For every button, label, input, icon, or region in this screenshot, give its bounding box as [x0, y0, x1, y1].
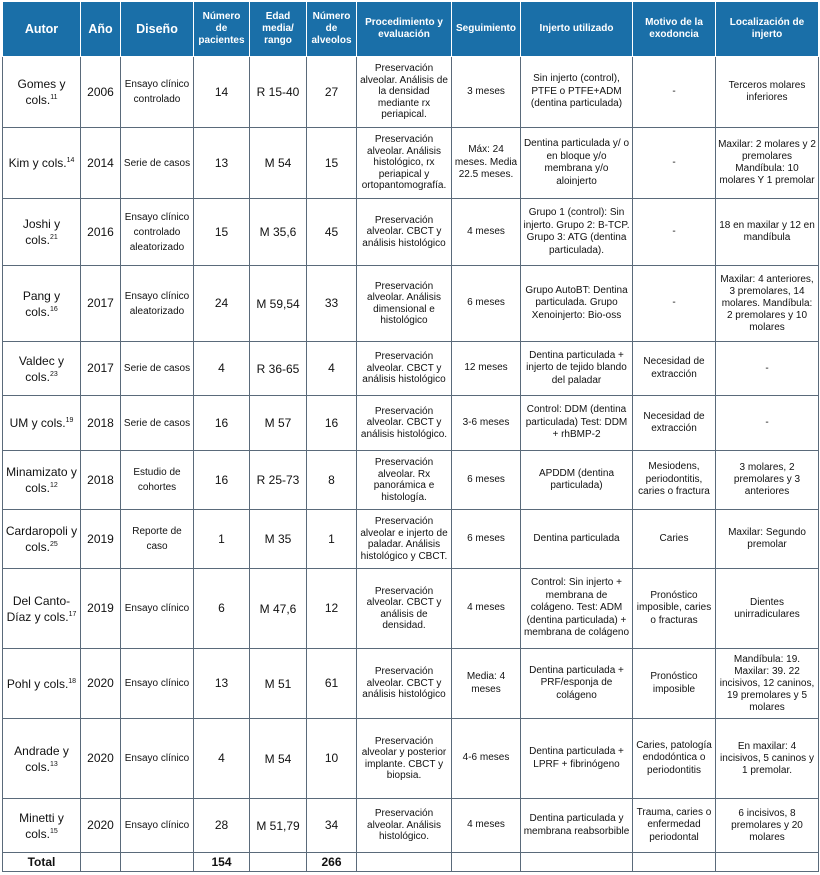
table-row [3, 266, 819, 342]
table-header [3, 2, 819, 57]
cell-localizacion: Dientes unirradiculares [716, 569, 819, 649]
cell-pacientes: 1 [194, 510, 250, 569]
cell-motivo: Caries, patología endodóntica o periodontitis [633, 719, 716, 799]
cell-motivo: Trauma, caries o enfermedad periodontal [633, 799, 716, 853]
cell-injerto: Dentina particulada + PRF/esponja de colágeno [521, 649, 633, 719]
cell-motivo: Pronóstico imposible [633, 649, 716, 719]
cell-alveolos: 4 [307, 342, 357, 396]
cell-injerto: Dentina particulada + injerto de tejido blando del paladar [521, 342, 633, 396]
cell-localizacion: 6 incisivos, 8 premolares y 20 molares [716, 799, 819, 853]
cell-motivo: - [633, 266, 716, 342]
cell-localizacion: Mandíbula: 19. Maxilar: 39. 22 incisivos, 12 caninos, 19 premolares y 5 molares [716, 649, 819, 719]
cell-seguimiento: 3-6 meses [452, 396, 521, 451]
cell-procedimiento: Preservación alveolar. Análisis histológico. [357, 799, 452, 853]
table-row [3, 649, 819, 719]
cell-seguimiento: 6 meses [452, 266, 521, 342]
cell-injerto: Dentina particulada + LPRF + fibrinógeno [521, 719, 633, 799]
cell-diseno: Serie de casos [121, 128, 194, 199]
cell-procedimiento: Preservación alveolar. CBCT y análisis histológico [357, 199, 452, 266]
cell-alveolos: 10 [307, 719, 357, 799]
cell-motivo: Necesidad de extracción [633, 342, 716, 396]
total-label: Total [3, 853, 81, 872]
cell-localizacion: Maxilar: 2 molares y 2 premolares Mandíbula: 10 molares Y 1 premolar [716, 128, 819, 199]
cell-diseno: Reporte de caso [121, 510, 194, 569]
total-empty [121, 853, 194, 872]
cell-pacientes: 4 [194, 342, 250, 396]
cell-edad: M 57 [250, 396, 307, 451]
cell-localizacion: 18 en maxilar y 12 en mandíbula [716, 199, 819, 266]
cell-seguimiento: 6 meses [452, 451, 521, 510]
header-diseno: Diseño [121, 2, 194, 57]
cell-diseno: Ensayo clínico [121, 649, 194, 719]
cell-alveolos: 61 [307, 649, 357, 719]
cell-autor: Pang y cols.$^{16}$ [3, 266, 81, 342]
cell-injerto: Control: Sin injerto + membrana de colágeno. Test: ADM (dentina particulada) + membrana de colágeno [521, 569, 633, 649]
cell-procedimiento: Preservación alveolar. CBCT y análisis histológico. [357, 396, 452, 451]
cell-localizacion: Terceros molares inferiores [716, 57, 819, 128]
cell-anio: 2020 [81, 649, 121, 719]
header-motivo: Motivo de la exodoncia [633, 2, 716, 57]
cell-pacientes: 24 [194, 266, 250, 342]
header-pacientes: Número de pacientes [194, 2, 250, 57]
cell-autor: Joshi y cols.$^{21}$ [3, 199, 81, 266]
cell-procedimiento: Preservación alveolar. Análisis histológico, rx periapical y ortopantomografía. [357, 128, 452, 199]
cell-seguimiento: 12 meses [452, 342, 521, 396]
cell-localizacion: - [716, 396, 819, 451]
cell-anio: 2017 [81, 342, 121, 396]
cell-anio: 2020 [81, 799, 121, 853]
cell-alveolos: 33 [307, 266, 357, 342]
cell-anio: 2016 [81, 199, 121, 266]
cell-anio: 2019 [81, 569, 121, 649]
cell-localizacion: Maxilar: 4 anteriores, 3 premolares, 14 molares. Mandíbula: 2 premolares y 10 molares [716, 266, 819, 342]
cell-injerto: Grupo 1 (control): Sin injerto. Grupo 2: B-TCP. Grupo 3: ATG (dentina particulada). [521, 199, 633, 266]
cell-procedimiento: Preservación alveolar. Rx panorámica e histología. [357, 451, 452, 510]
header-anio: Año [81, 2, 121, 57]
cell-procedimiento: Preservación alveolar. CBCT y análisis histológico [357, 342, 452, 396]
table-row [3, 342, 819, 396]
cell-seguimiento: 4 meses [452, 569, 521, 649]
cell-autor: UM y cols.$^{19}$ [3, 396, 81, 451]
cell-anio: 2018 [81, 396, 121, 451]
table-footer [3, 853, 819, 872]
cell-diseno: Ensayo clínico controlado aleatorizado [121, 199, 194, 266]
total-row [3, 853, 819, 872]
cell-diseno: Estudio de cohortes [121, 451, 194, 510]
cell-anio: 2020 [81, 719, 121, 799]
total-empty [81, 853, 121, 872]
table-row [3, 128, 819, 199]
cell-motivo: - [633, 199, 716, 266]
cell-seguimiento: 6 meses [452, 510, 521, 569]
cell-procedimiento: Preservación alveolar e injerto de paladar. Análisis histológico y CBCT. [357, 510, 452, 569]
cell-injerto: APDDM (dentina particulada) [521, 451, 633, 510]
cell-edad: M 51,79 [250, 799, 307, 853]
cell-alveolos: 27 [307, 57, 357, 128]
cell-alveolos: 1 [307, 510, 357, 569]
cell-autor: Minetti y cols.$^{15}$ [3, 799, 81, 853]
cell-alveolos: 8 [307, 451, 357, 510]
total-empty [357, 853, 452, 872]
cell-pacientes: 13 [194, 649, 250, 719]
cell-seguimiento: 4 meses [452, 199, 521, 266]
cell-autor: Cardaropoli y cols.$^{25}$ [3, 510, 81, 569]
cell-edad: R 25-73 [250, 451, 307, 510]
cell-procedimiento: Preservación alveolar. Análisis de la densidad mediante rx periapical. [357, 57, 452, 128]
cell-injerto: Dentina particulada [521, 510, 633, 569]
header-procedimiento: Procedimiento y evaluación [357, 2, 452, 57]
cell-procedimiento: Preservación alveolar y posterior implante. CBCT y biopsia. [357, 719, 452, 799]
cell-pacientes: 16 [194, 451, 250, 510]
cell-diseno: Ensayo clínico aleatorizado [121, 266, 194, 342]
cell-localizacion: Maxilar: Segundo premolar [716, 510, 819, 569]
cell-edad: M 47,6 [250, 569, 307, 649]
table-row [3, 719, 819, 799]
cell-injerto: Dentina particulada y membrana reabsorbible [521, 799, 633, 853]
cell-autor: Kim y cols.$^{14}$ [3, 128, 81, 199]
cell-localizacion: - [716, 342, 819, 396]
cell-motivo: - [633, 57, 716, 128]
cell-localizacion: En maxilar: 4 incisivos, 5 caninos y 1 premolar. [716, 719, 819, 799]
cell-anio: 2006 [81, 57, 121, 128]
cell-seguimiento: Media: 4 meses [452, 649, 521, 719]
table-row [3, 451, 819, 510]
cell-injerto: Control: DDM (dentina particulada) Test: DDM + rhBMP-2 [521, 396, 633, 451]
cell-seguimiento: 4-6 meses [452, 719, 521, 799]
cell-alveolos: 12 [307, 569, 357, 649]
cell-motivo: Mesiodens, periodontitis, caries o fractura [633, 451, 716, 510]
cell-autor: Andrade y cols.$^{13}$ [3, 719, 81, 799]
cell-procedimiento: Preservación alveolar. Análisis dimensional e histológico [357, 266, 452, 342]
cell-edad: M 54 [250, 128, 307, 199]
cell-autor: Minamizato y cols.$^{12}$ [3, 451, 81, 510]
cell-diseno: Ensayo clínico [121, 569, 194, 649]
cell-anio: 2019 [81, 510, 121, 569]
cell-anio: 2014 [81, 128, 121, 199]
cell-diseno: Serie de casos [121, 396, 194, 451]
cell-seguimiento: 4 meses [452, 799, 521, 853]
studies-table [2, 1, 819, 872]
cell-edad: M 59,54 [250, 266, 307, 342]
cell-pacientes: 13 [194, 128, 250, 199]
cell-pacientes: 4 [194, 719, 250, 799]
cell-autor: Gomes y cols.$^{11}$ [3, 57, 81, 128]
cell-autor: Del Canto-Díaz y cols.$^{17}$ [3, 569, 81, 649]
cell-alveolos: 15 [307, 128, 357, 199]
cell-edad: M 35,6 [250, 199, 307, 266]
cell-seguimiento: 3 meses [452, 57, 521, 128]
header-alveolos: Número de alveolos [307, 2, 357, 57]
cell-pacientes: 14 [194, 57, 250, 128]
cell-alveolos: 34 [307, 799, 357, 853]
cell-autor: Pohl y cols.$^{18}$ [3, 649, 81, 719]
cell-alveolos: 16 [307, 396, 357, 451]
cell-diseno: Serie de casos [121, 342, 194, 396]
cell-edad: R 36-65 [250, 342, 307, 396]
header-autor: Autor [3, 2, 81, 57]
cell-motivo: Caries [633, 510, 716, 569]
cell-diseno: Ensayo clínico [121, 799, 194, 853]
cell-pacientes: 6 [194, 569, 250, 649]
cell-anio: 2017 [81, 266, 121, 342]
table-row [3, 199, 819, 266]
header-localizacion: Localización de injerto [716, 2, 819, 57]
header-seguimiento: Seguimiento [452, 2, 521, 57]
cell-autor: Valdec y cols.$^{23}$ [3, 342, 81, 396]
cell-edad: M 35 [250, 510, 307, 569]
table-row [3, 569, 819, 649]
total-empty [452, 853, 521, 872]
cell-edad: M 54 [250, 719, 307, 799]
cell-injerto: Grupo AutoBT: Dentina particulada. Grupo Xenoinjerto: Bio-oss [521, 266, 633, 342]
cell-edad: M 51 [250, 649, 307, 719]
cell-pacientes: 15 [194, 199, 250, 266]
cell-diseno: Ensayo clínico controlado [121, 57, 194, 128]
header-injerto: Injerto utilizado [521, 2, 633, 57]
cell-pacientes: 28 [194, 799, 250, 853]
table-row [3, 510, 819, 569]
table-row [3, 57, 819, 128]
cell-diseno: Ensayo clínico [121, 719, 194, 799]
cell-alveolos: 45 [307, 199, 357, 266]
cell-motivo: Pronóstico imposible, caries o fracturas [633, 569, 716, 649]
total-alveolos: 266 [307, 853, 357, 872]
cell-anio: 2018 [81, 451, 121, 510]
total-empty [716, 853, 819, 872]
cell-pacientes: 16 [194, 396, 250, 451]
header-edad: Edad media/ rango [250, 2, 307, 57]
cell-procedimiento: Preservación alveolar. CBCT y análisis de densidad. [357, 569, 452, 649]
cell-seguimiento: Máx: 24 meses. Media 22.5 meses. [452, 128, 521, 199]
table-row [3, 799, 819, 853]
cell-edad: R 15-40 [250, 57, 307, 128]
cell-motivo: - [633, 128, 716, 199]
cell-localizacion: 3 molares, 2 premolares y 3 anteriores [716, 451, 819, 510]
total-empty [521, 853, 633, 872]
table-row [3, 396, 819, 451]
table-body [3, 57, 819, 853]
cell-motivo: Necesidad de extracción [633, 396, 716, 451]
total-pacientes: 154 [194, 853, 250, 872]
cell-injerto: Sin injerto (control), PTFE o PTFE+ADM (dentina particulada) [521, 57, 633, 128]
cell-injerto: Dentina particulada y/ o en bloque y/o membrana y/o aloinjerto [521, 128, 633, 199]
total-empty [633, 853, 716, 872]
total-empty [250, 853, 307, 872]
cell-procedimiento: Preservación alveolar. CBCT y análisis histológico [357, 649, 452, 719]
